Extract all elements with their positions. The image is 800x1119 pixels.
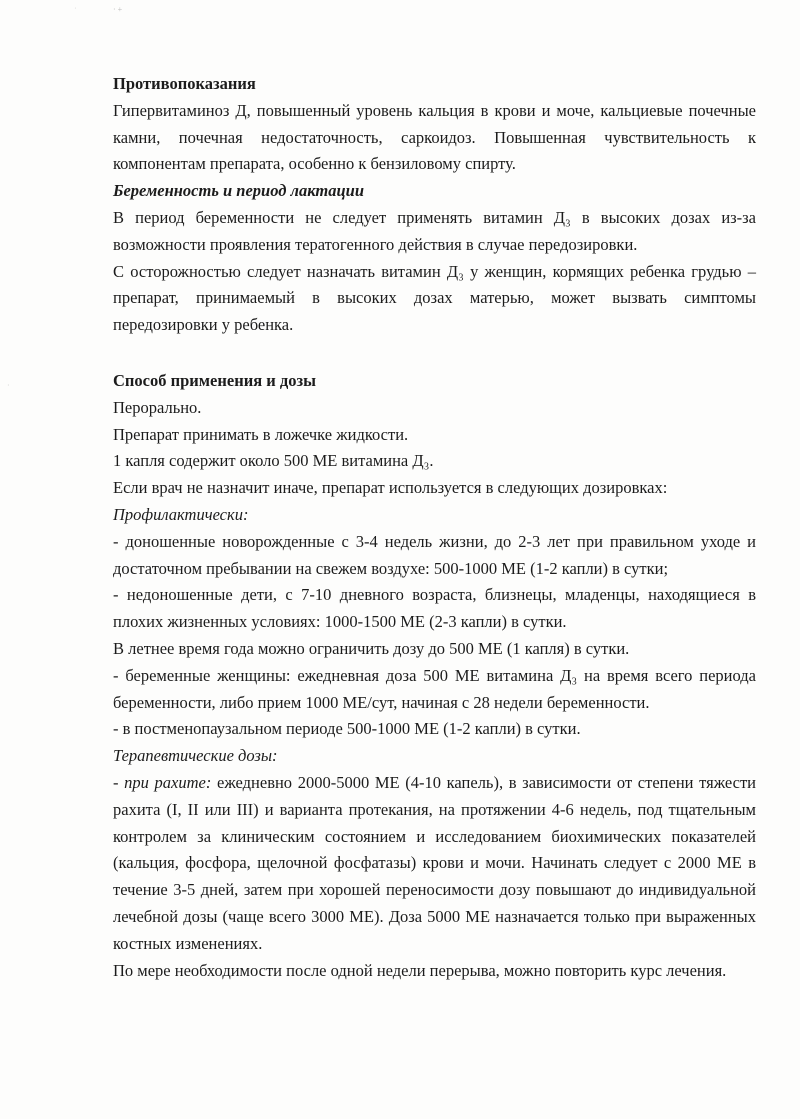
text-run: Перорально. — [113, 397, 202, 417]
para-fullterm-newborns — [113, 529, 756, 583]
subheading-therapeutic-doses — [113, 743, 756, 770]
scan-speck-icon: ˙ — [74, 6, 79, 15]
text-run: - доношенные новорожденные с 3-4 недель жизни, до 2-3 лет при правильном уходе и достаточном пребывании на свежем воздухе: 500-1000 МЕ (1-2 капли) в сутки; — [113, 531, 756, 578]
text-run: - недоношенные дети, с 7-10 дневного возраста, близнецы, младенцы, находящиеся в плохих жизненных условиях: 1000-1500 МЕ (2-3 капли) в сутки. — [113, 585, 756, 632]
para-pregnancy-warning — [113, 205, 756, 259]
heading-dosage-administration — [113, 368, 756, 395]
text-run: С осторожностью следует назначать витамин Д₃ у женщин, кормящих ребенка грудью – препарат, принимаемый в высоких дозах матерью, может вызвать симптомы передозировки у ребенка. — [113, 261, 756, 335]
text-run: Терапевтические дозы: — [113, 746, 278, 766]
text-run: - беременные женщины: ежедневная доза 500 МЕ витамина Д₃ на время всего периода беременности, либо прием 1000 МЕ/сут, начиная с 28 недели беременности. — [113, 665, 756, 712]
subheading-prophylactic — [113, 502, 756, 529]
text-run: Способ применения и дозы — [113, 370, 317, 390]
text-run: Если врач не назначит иначе, препарат используется в следующих дозировках: — [113, 478, 668, 498]
text-run: Беременность и период лактации — [113, 181, 365, 201]
heading-pregnancy-lactation — [113, 178, 756, 205]
para-lactation-caution — [113, 259, 756, 339]
text-run: По мере необходимости после одной недели перерыва, можно повторить курс лечения. — [113, 960, 727, 980]
para-route-oral — [113, 395, 756, 422]
para-preterm-infants — [113, 582, 756, 636]
text-run: - в постменопаузальном периоде 500-1000 МЕ (1-2 капли) в сутки. — [113, 719, 581, 739]
para-postmenopausal — [113, 716, 756, 743]
text-run: Гипервитаминоз Д, повышенный уровень кальция в крови и моче, кальциевые почечные камни, почечная недостаточность, саркоидоз. Повышенная чувствительность к компонентам препарата, особенно к бензиловому спирту. — [113, 100, 756, 174]
scan-speck-icon: ·+ — [113, 5, 125, 14]
para-take-in-spoon — [113, 422, 756, 449]
para-contraindications-text — [113, 98, 756, 178]
para-rickets-treatment — [113, 770, 756, 958]
text-run: 1 капля содержит около 500 МЕ витамина Д₃. — [113, 451, 434, 471]
text-run: В период беременности не следует применять витамин Д₃ в высоких дозах из-за возможности проявления тератогенного действия в случае передозировки. — [113, 207, 756, 254]
para-repeat-course — [113, 958, 756, 985]
document-text — [113, 71, 756, 984]
text-run: Препарат принимать в ложечке жидкости. — [113, 424, 409, 444]
text-run: ежедневно 2000-5000 МЕ (4-10 капель), в зависимости от степени тяжести рахита (I, II или III) и варианта протекания, на протяжении 4-6 недель, под тщательным контролем за клиническим состоянием и исследованием биохимических показателей (кальция, фосфора, щелочной фосфатазы) крови и мочи. Начинать следует с 2000 МЕ в течение 3-5 дней, затем при хорошей переносимости дозу повышают до индивидуальной лечебной дозы (чаще всего 3000 МЕ). Доза 5000 МЕ назначается только при выраженных костных изменениях. — [113, 772, 756, 953]
para-drop-content — [113, 448, 756, 475]
text-run: Профилактически: — [113, 504, 249, 524]
text-run: В летнее время года можно ограничить дозу до 500 МЕ (1 капля) в сутки. — [113, 638, 630, 658]
para-summer-limit — [113, 636, 756, 663]
heading-contraindications — [113, 71, 756, 98]
italic-phrase: при рахите: — [124, 772, 212, 792]
scan-speck-icon: · — [7, 381, 12, 390]
para-pregnant-women — [113, 663, 756, 717]
text-run: Противопоказания — [113, 74, 256, 93]
para-doctor-note — [113, 475, 756, 502]
text-run: - — [113, 772, 125, 792]
